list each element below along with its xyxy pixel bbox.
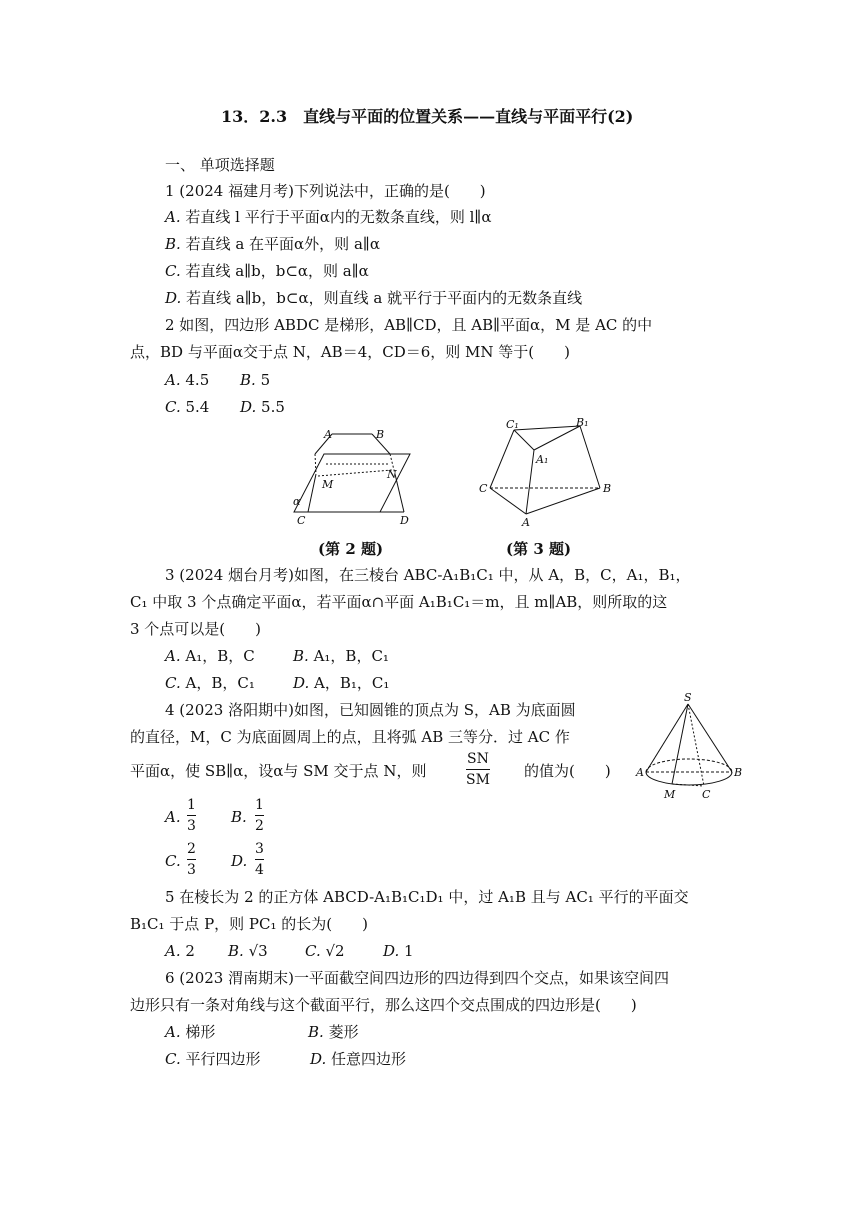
q6-option-c: C. 平行四边形 (165, 1050, 261, 1068)
q1-option-a: A. 若直线 l 平行于平面α内的无数条直线，则 l∥α (165, 208, 492, 226)
fraction-bar (466, 769, 490, 770)
q2-stem-line1: 2 如图，四边形 ABDC 是梯形，AB∥CD，且 AB∥平面α，M 是 AC 的中 (165, 316, 653, 334)
fig2-label-c: C (297, 514, 306, 527)
fig2-caption: (第 2 题) (318, 540, 384, 558)
figure-question-3 (470, 416, 620, 530)
q2-stem-line2: 点，BD 与平面α交于点 N，AB＝4，CD＝6，则 MN 等于( ) (130, 343, 571, 361)
fig2-label-a: A (324, 428, 332, 441)
q5-option-c: C. √2 (305, 942, 345, 960)
q3-stem-line3: 3 个点可以是( ) (130, 620, 262, 638)
fig4-label-a: A (636, 766, 644, 779)
fig3-label-c: C (479, 482, 488, 495)
q4-stem-line2: 的直径，M，C 为底面圆周上的点，且将弧 AB 三等分．过 AC 作 (130, 728, 570, 746)
q4-option-a: A. (165, 808, 181, 826)
q1-option-b: B. 若直线 a 在平面α外，则 a∥α (165, 235, 380, 253)
q2-option-d: D. 5.5 (240, 398, 285, 416)
q4-stem-line3a: 平面α，使 SB∥α，设α与 SM 交于点 N，则 (130, 762, 427, 780)
fig3-label-c1: C₁ (506, 418, 519, 431)
figure-question-4 (630, 690, 750, 802)
q4-option-d-fraction: 3 4 (255, 841, 264, 878)
q1-option-d: D. 若直线 a∥b，b⊂α，则直线 a 就平行于平面内的无数条直线 (165, 289, 583, 307)
fig2-label-d: D (400, 514, 409, 527)
q4-option-c-fraction: 2 3 (187, 841, 196, 878)
fig3-label-b: B (603, 482, 612, 495)
q4-option-d: D. (231, 852, 248, 870)
q5-option-a: A. 2 (165, 942, 195, 960)
q4-option-a-fraction: 1 3 (187, 797, 196, 834)
page-title: 13．2.3 直线与平面的位置关系——直线与平面平行(2) (221, 107, 634, 126)
fig2-label-n: N (387, 468, 397, 481)
fig2-label-m: M (322, 478, 334, 491)
q1-option-c: C. 若直线 a∥b，b⊂α，则 a∥α (165, 262, 369, 280)
q2-option-b: B. 5 (240, 371, 271, 389)
fig4-label-c: C (702, 788, 711, 801)
fig4-label-s: S (684, 691, 692, 704)
figure-question-2 (280, 420, 420, 530)
q5-stem-line1: 5 在棱长为 2 的正方体 ABCD-A₁B₁C₁D₁ 中，过 A₁B 且与 AC₁ 平行的平面交 (165, 888, 689, 906)
q6-stem-line1: 6 (2023 渭南期末)一平面截空间四边形的四边得到四个交点，如果该空间四 (165, 969, 669, 987)
q3-option-b: B. A₁，B，C₁ (293, 647, 389, 665)
fig2-label-alpha: α (293, 495, 301, 508)
fig4-label-b: B (734, 766, 743, 779)
section-heading: 一、 单项选择题 (165, 156, 275, 174)
q4-stem-line1: 4 (2023 洛阳期中)如图，已知圆锥的顶点为 S，AB 为底面圆 (165, 701, 576, 719)
q3-option-c: C. A，B，C₁ (165, 674, 255, 692)
fig3-caption: (第 3 题) (506, 540, 572, 558)
q2-option-a: A. 4.5 (165, 371, 210, 389)
q4-option-b: B. (231, 808, 247, 826)
fig3-label-a: A (522, 516, 530, 529)
q3-stem-line1: 3 (2024 烟台月考)如图，在三棱台 ABC-A₁B₁C₁ 中，从 A，B，C，A₁，B₁， (165, 566, 691, 584)
fig3-label-a1: A₁ (536, 453, 549, 466)
fig3-label-b1: B₁ (576, 416, 589, 429)
q5-stem-line2: B₁C₁ 于点 P，则 PC₁ 的长为( ) (130, 915, 368, 933)
q5-option-b: B. √3 (228, 942, 268, 960)
fig2-label-b: B (376, 428, 385, 441)
q4-stem-fraction (466, 750, 490, 789)
q6-option-a: A. 梯形 (165, 1023, 216, 1041)
q1-stem: 1 (2024 福建月考)下列说法中，正确的是( ) (165, 182, 486, 200)
q4-frac-num: SN (467, 751, 489, 767)
q4-stem-line3b: 的值为( ) (524, 762, 611, 780)
q4-option-c: C. (165, 852, 181, 870)
q2-option-c: C. 5.4 (165, 398, 210, 416)
q6-stem-line2: 边形只有一条对角线与这个截面平行，那么这四个交点围成的四边形是( ) (130, 996, 637, 1014)
q5-option-d: D. 1 (383, 942, 414, 960)
q6-option-d: D. 任意四边形 (310, 1050, 407, 1068)
q4-option-b-fraction: 1 2 (255, 797, 264, 834)
q6-option-b: B. 菱形 (308, 1023, 359, 1041)
q4-frac-den: SM (466, 772, 490, 788)
fig4-label-m: M (664, 788, 676, 801)
q3-option-d: D. A，B₁，C₁ (293, 674, 390, 692)
q3-option-a: A. A₁，B，C (165, 647, 255, 665)
q3-stem-line2: C₁ 中取 3 个点确定平面α，若平面α∩平面 A₁B₁C₁＝m，且 m∥AB，则所取的这 (130, 593, 668, 611)
